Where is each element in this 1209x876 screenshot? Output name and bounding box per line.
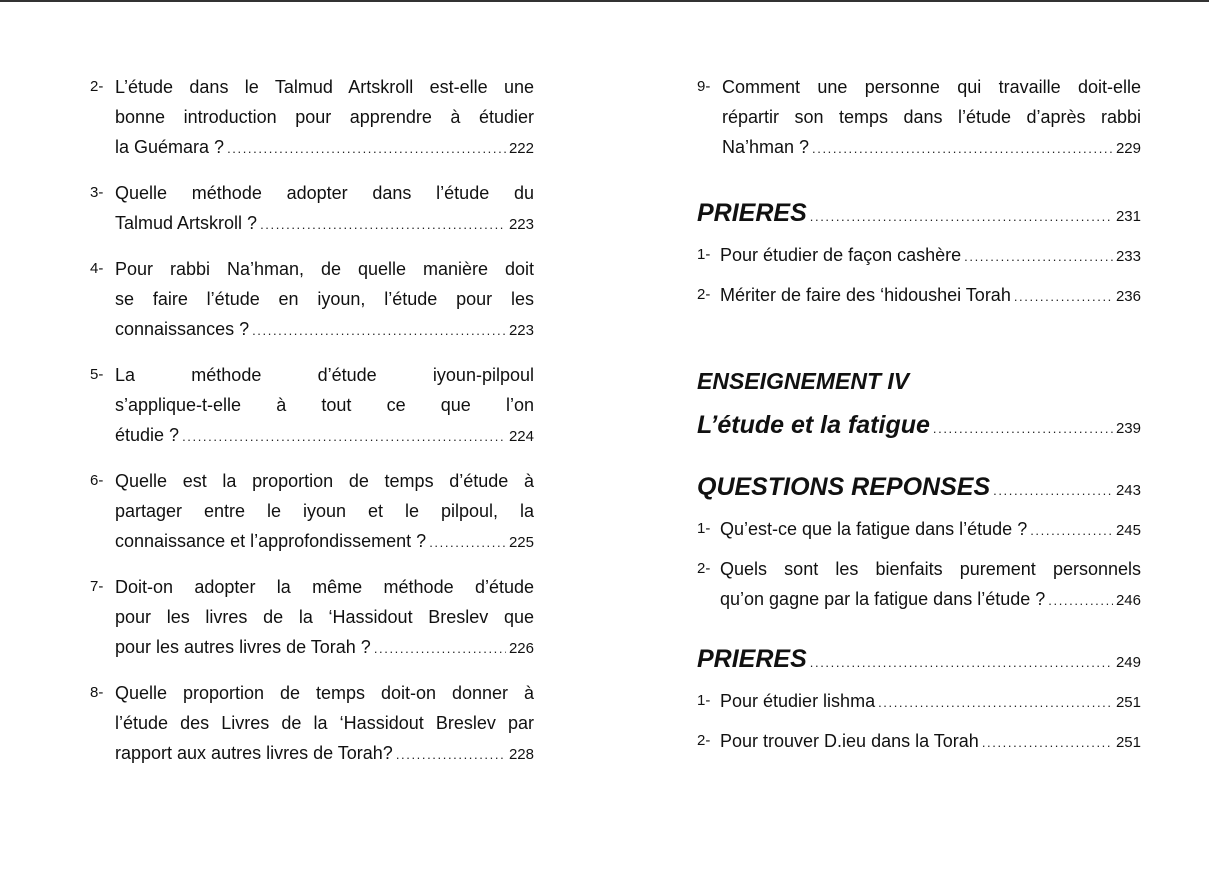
dot-leader bbox=[878, 688, 1113, 718]
toc-entry-prayer-2[interactable] bbox=[697, 280, 1141, 312]
entry-number: 3- bbox=[90, 184, 104, 201]
entry-line: Na’hman ? bbox=[722, 137, 810, 157]
entry-number: 1- bbox=[697, 692, 711, 709]
toc-entry[interactable] bbox=[90, 72, 534, 164]
entry-text: Mériter de faire des ‘hidoushei Torah bbox=[720, 285, 1011, 305]
entry-number: 2- bbox=[697, 560, 711, 577]
dot-leader bbox=[374, 634, 506, 664]
entry-line: répartir son temps dans l’étude d’après rabbi bbox=[722, 107, 1141, 127]
page-number: 226 bbox=[508, 640, 534, 657]
entry-number: 1- bbox=[697, 520, 711, 537]
entry-line: connaissances ? bbox=[115, 319, 250, 339]
toc-entry[interactable] bbox=[90, 466, 534, 558]
section-title: QUESTIONS REPONSES bbox=[697, 473, 991, 501]
page-number: 229 bbox=[1115, 140, 1141, 157]
entry-text: Pour étudier de façon cashère bbox=[720, 245, 962, 265]
entry-number: 7- bbox=[90, 578, 104, 595]
entry-line: Quelle est la proportion de temps d’étude à bbox=[115, 471, 534, 491]
dot-leader bbox=[982, 728, 1113, 758]
section-heading-prieres-2[interactable] bbox=[697, 642, 1141, 680]
window-top-border bbox=[0, 0, 1209, 2]
entry-number: 6- bbox=[90, 472, 104, 489]
page-number: 245 bbox=[1115, 522, 1141, 539]
dot-leader bbox=[1030, 516, 1113, 546]
dot-leader bbox=[812, 134, 1113, 164]
toc-entry[interactable] bbox=[90, 360, 534, 452]
entry-line: La méthode d’étude iyoun-pilpoul bbox=[115, 365, 534, 385]
page-number: 249 bbox=[1115, 654, 1141, 671]
entry-number: 5- bbox=[90, 366, 104, 383]
left-page-toc bbox=[90, 72, 534, 784]
entry-number: 1- bbox=[697, 246, 711, 263]
page-number: 223 bbox=[508, 216, 534, 233]
dot-leader bbox=[260, 210, 506, 240]
page-number: 243 bbox=[1115, 482, 1141, 499]
entry-line: l’étude des Livres de la ‘Hassidout Breslev par bbox=[115, 713, 534, 733]
entry-line: Pour rabbi Na’hman, de quelle manière doit bbox=[115, 259, 534, 279]
entry-line: Comment une personne qui travaille doit-elle bbox=[722, 77, 1141, 97]
toc-entry-9[interactable] bbox=[697, 72, 1141, 164]
dot-leader bbox=[1048, 586, 1113, 616]
dot-leader bbox=[429, 528, 506, 558]
right-page-toc bbox=[697, 72, 1141, 766]
entry-line: rapport aux autres livres de Torah? bbox=[115, 743, 393, 763]
entry-text: Pour étudier lishma bbox=[720, 691, 876, 711]
dot-leader bbox=[396, 740, 506, 770]
toc-entry[interactable] bbox=[90, 572, 534, 664]
page-number: 223 bbox=[508, 322, 534, 339]
entry-line: L’étude dans le Talmud Artskroll est-elle une bbox=[115, 77, 534, 97]
dot-leader bbox=[933, 412, 1113, 446]
page-number: 225 bbox=[508, 534, 534, 551]
section-title: PRIERES bbox=[697, 199, 807, 227]
dot-leader bbox=[227, 134, 506, 164]
toc-entry-question-1[interactable] bbox=[697, 514, 1141, 546]
page-number: 251 bbox=[1115, 734, 1141, 751]
entry-line: partager entre le iyoun et le pilpoul, la bbox=[115, 501, 534, 521]
entry-line: bonne introduction pour apprendre à étudier bbox=[115, 107, 534, 127]
entry-number: 9- bbox=[697, 78, 711, 95]
page-number: 228 bbox=[508, 746, 534, 763]
entry-line: qu’on gagne par la fatigue dans l’étude ? bbox=[720, 589, 1046, 609]
entry-number: 4- bbox=[90, 260, 104, 277]
chapter-label: ENSEIGNEMENT IV bbox=[697, 368, 910, 394]
entry-line: la Guémara ? bbox=[115, 137, 225, 157]
entry-line: Quels sont les bienfaits purement personnels bbox=[720, 559, 1141, 579]
chapter-title-text: L’étude et la fatigue bbox=[697, 411, 930, 439]
entry-number: 2- bbox=[697, 286, 711, 303]
page-number: 246 bbox=[1115, 592, 1141, 609]
entry-line: étudie ? bbox=[115, 425, 180, 445]
dot-leader bbox=[964, 242, 1113, 272]
entry-line: s’applique-t-elle à tout ce que l’on bbox=[115, 395, 534, 415]
entry-line: connaissance et l’approfondissement ? bbox=[115, 531, 427, 551]
entry-line: Quelle méthode adopter dans l’étude du bbox=[115, 183, 534, 203]
entry-number: 2- bbox=[697, 732, 711, 749]
page-number: 251 bbox=[1115, 694, 1141, 711]
entry-line: se faire l’étude en iyoun, l’étude pour les bbox=[115, 289, 534, 309]
dot-leader bbox=[252, 316, 506, 346]
section-title: PRIERES bbox=[697, 645, 807, 673]
page-number: 239 bbox=[1115, 420, 1141, 437]
toc-entry-question-2[interactable] bbox=[697, 554, 1141, 616]
entry-text: Qu’est-ce que la fatigue dans l’étude ? bbox=[720, 519, 1028, 539]
page-number: 231 bbox=[1115, 208, 1141, 225]
entry-line: pour les autres livres de Torah ? bbox=[115, 637, 371, 657]
page-number: 222 bbox=[508, 140, 534, 157]
toc-entry[interactable] bbox=[90, 178, 534, 240]
dot-leader bbox=[182, 422, 506, 452]
entry-line: Quelle proportion de temps doit-on donner à bbox=[115, 683, 534, 703]
entry-number: 2- bbox=[90, 78, 104, 95]
toc-entry-prayer-lishma[interactable] bbox=[697, 686, 1141, 718]
entry-line: Doit-on adopter la même méthode d’étude bbox=[115, 577, 534, 597]
entry-line: pour les livres de la ‘Hassidout Breslev que bbox=[115, 607, 534, 627]
dot-leader bbox=[810, 646, 1113, 680]
entry-text: Pour trouver D.ieu dans la Torah bbox=[720, 731, 979, 751]
page-number: 236 bbox=[1115, 288, 1141, 305]
dot-leader bbox=[1014, 282, 1113, 312]
chapter-title[interactable] bbox=[697, 408, 1141, 446]
entry-line: Talmud Artskroll ? bbox=[115, 213, 258, 233]
toc-entry[interactable] bbox=[90, 254, 534, 346]
dot-leader bbox=[810, 200, 1113, 234]
page-number: 224 bbox=[508, 428, 534, 445]
toc-entry[interactable] bbox=[90, 678, 534, 770]
page-number: 233 bbox=[1115, 248, 1141, 265]
section-heading-prieres[interactable] bbox=[697, 196, 1141, 234]
toc-entry-prayer-1[interactable] bbox=[697, 240, 1141, 272]
section-heading-questions[interactable] bbox=[697, 470, 1141, 508]
dot-leader bbox=[993, 474, 1113, 508]
entry-number: 8- bbox=[90, 684, 104, 701]
toc-entry-prayer-dieu[interactable] bbox=[697, 726, 1141, 758]
